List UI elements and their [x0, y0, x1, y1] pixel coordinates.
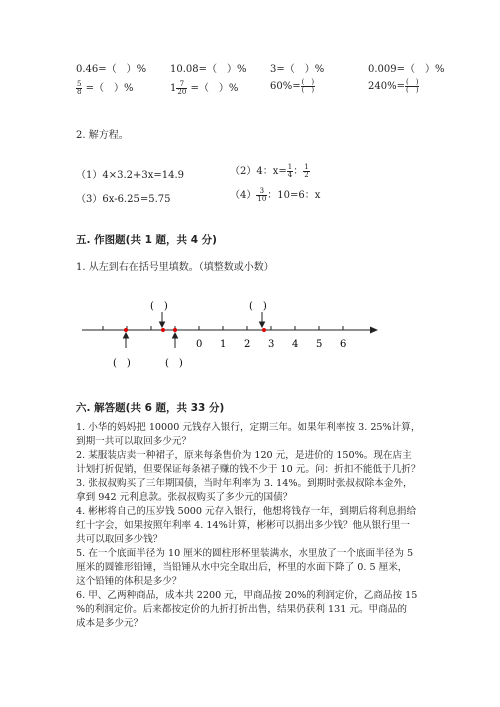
number-line: [0, 290, 500, 380]
problem-line: 共可以取回多少钱？: [76, 534, 163, 545]
red-point-1: [124, 328, 128, 332]
frac-num: ( ): [405, 78, 419, 86]
conv-7-lead: 60%=: [270, 81, 301, 92]
eq2-sep: ：: [293, 166, 304, 177]
frac-num: 5: [77, 80, 82, 88]
conv-6-rest: =（ ）%: [190, 83, 239, 94]
conv-8-lead: 240%=: [368, 81, 405, 92]
down-arrow-head-icon: [160, 322, 165, 327]
frac-den: 10: [257, 195, 267, 203]
problem-line: 3. 张叔叔购买了三年期国债，当时年利率为 3. 14%。到期时张叔叔除本金外，: [76, 478, 413, 489]
frac-num: 1: [304, 163, 309, 171]
eq4-rest: ：10=6：x: [267, 190, 321, 201]
frac-den: ( ): [405, 86, 419, 94]
section5-heading: 五. 作图题(共 1 题，共 4 分): [76, 234, 217, 246]
conv-1: 0.46=（ ）%: [76, 64, 147, 75]
tick-label: 6: [340, 339, 347, 350]
equations-title: 2. 解方程。: [76, 130, 129, 141]
eq4-lead: （4）: [230, 190, 257, 201]
conv-5-rest: =（ ）%: [85, 83, 134, 94]
frac-num: ( ): [301, 78, 315, 86]
top-blank-2: ( ): [249, 301, 267, 312]
problem-line: 这个铅锤的体积是多少？: [76, 576, 182, 587]
tick-label: 2: [244, 339, 251, 350]
section5-question: 1. 从左到右在括号里填数。（填整数或小数）: [76, 262, 274, 273]
tick-label: 1: [220, 339, 227, 350]
tick-label: 0: [196, 339, 203, 350]
mixed-whole: 1: [170, 83, 177, 94]
problem-line: 1. 小华的妈妈把 10000 元钱存入银行，定期三年。如果年利率按 3. 25%计算，: [76, 422, 421, 433]
conv-5: [76, 79, 134, 96]
frac-num: 7: [176, 81, 187, 89]
problem-line: 5. 在一个底面半径为 10 厘米的圆柱形杯里装满水，水里放了一个底面半径为 5: [76, 548, 414, 559]
tick-label: 5: [316, 339, 323, 350]
problem-line: 计划打折促销，但要保证每条裙子赚的钱不少于 10 元。问：折扣不能低于几折？: [76, 464, 421, 475]
down-arrow-head-icon: [260, 322, 265, 327]
problem-line: 2. 某服装店卖一种裙子，原来每条售价为 120 元，是进价的 150%。现在店主: [76, 450, 412, 461]
problem-line: 成本是多少元？: [76, 618, 144, 629]
problem-line: 拿到 942 元利息款。张叔叔购买了多少元的国债？: [76, 492, 293, 503]
tick-label: 4: [292, 339, 299, 350]
frac-den: 8: [77, 88, 82, 96]
arrow-head-icon: [370, 327, 378, 334]
bottom-blank-2: ( ): [165, 358, 183, 369]
frac-den: ( ): [301, 86, 315, 94]
problem-line: 厘米的圆锥形铅锤，当铅锤从水中完全取出后，杯里的水面下降了 0. 5 厘米，: [76, 562, 408, 573]
frac-num: 1: [287, 163, 293, 171]
conv-8: [368, 79, 419, 94]
red-point-2: [161, 328, 165, 332]
tick-label: 3: [268, 339, 275, 350]
equation-3: （3）6x-6.25=5.75: [76, 194, 171, 205]
conv-4: 0.009=（ ）%: [368, 64, 445, 75]
equation-4: [230, 186, 320, 203]
frac-num: 3: [256, 188, 267, 196]
up-arrow-head-icon: [173, 333, 178, 338]
red-point-4: [262, 328, 266, 332]
problem-line: 6. 甲、乙两种商品，成本共 2200 元，甲商品按 20%的利润定价，乙商品按 15: [76, 590, 418, 601]
problem-line: %的利润定价。后来都按定价的九折打折出售，结果仍获利 131 元。甲商品的: [76, 604, 407, 615]
frac-den: 20: [177, 88, 187, 96]
conv-7: [270, 79, 315, 94]
eq2-lead: （2）4：x=: [230, 166, 287, 177]
conv-3: 3=（ ）%: [270, 64, 325, 75]
section6-heading: 六. 解答题(共 6 题，共 33 分): [76, 402, 225, 414]
problem-line: 红十字会，如果按照年利率 4. 14%计算，彬彬可以捐出多少钱？他从银行里一: [76, 520, 410, 531]
bottom-blank-1: ( ): [113, 358, 131, 369]
red-point-3: [173, 328, 177, 332]
conv-6: [170, 79, 238, 96]
number-line-figure: [0, 290, 500, 380]
equation-2: [230, 162, 310, 179]
problems-block: [76, 421, 421, 631]
top-blank-1: ( ): [150, 301, 168, 312]
equation-1: （1）4×3.2+3x=14.9: [76, 170, 185, 181]
problem-line: 4. 彬彬将自己的压岁钱 5000 元存入银行，他想将钱存一年，到期后将利息捐给: [76, 506, 417, 517]
frac-den: 2: [304, 171, 309, 179]
up-arrow-head-icon: [124, 333, 129, 338]
frac-den: 4: [287, 171, 293, 179]
conv-2: 10.08=（ ）%: [170, 64, 247, 75]
problem-line: 到期一共可以取回多少元？: [76, 436, 192, 447]
